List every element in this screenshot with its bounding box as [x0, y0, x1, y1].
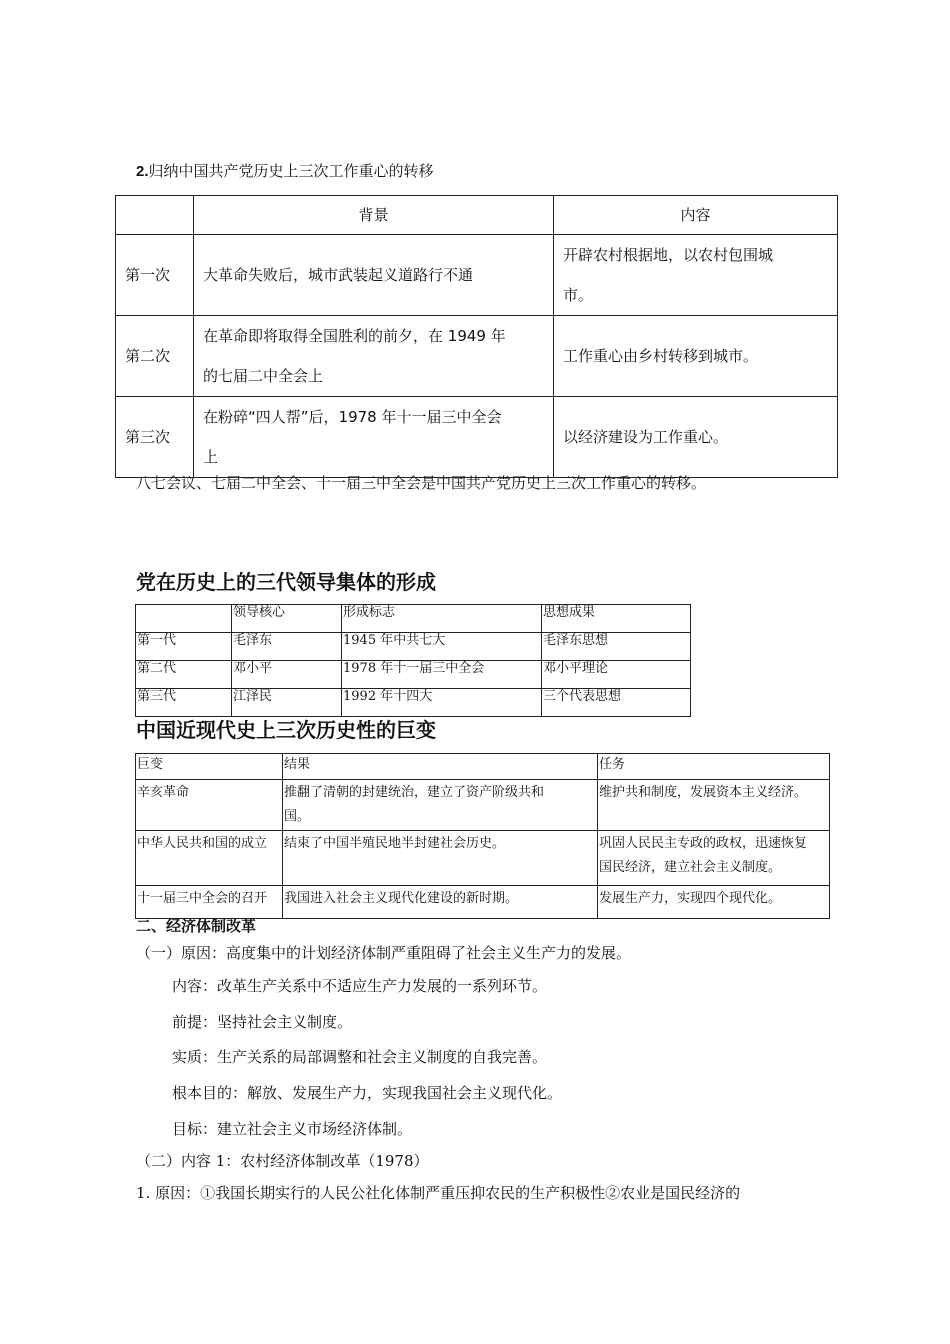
- table-row: [136, 886, 830, 919]
- content-line: 以经济建设为工作重心。: [563, 428, 729, 446]
- section-a-heading: [136, 160, 434, 181]
- background-line: 在革命即将取得全国胜利的前夕，在 1949 年: [203, 327, 506, 345]
- table-row: [136, 661, 691, 689]
- background-cell: [194, 235, 554, 316]
- result-line: 推翻了清朝的封建统治，建立了资产阶级共和: [284, 785, 545, 800]
- reform-reason: （一）原因：高度集中的计划经济体制严重阻碍了社会主义生产力的发展。: [136, 944, 632, 962]
- table-cell: 第二代: [136, 661, 232, 689]
- reform-target: 目标：建立社会主义市场经济体制。: [172, 1120, 413, 1138]
- result-line: 我国进入社会主义现代化建设的新时期。: [284, 891, 519, 906]
- table-header-cell: [116, 196, 194, 235]
- table-cell: 1992 年十四大: [342, 689, 542, 717]
- background-cell: [194, 397, 554, 478]
- table-header-cell: 背景: [194, 196, 554, 235]
- leadership-table: [135, 604, 691, 717]
- background-line: 的七届二中全会上: [203, 367, 324, 385]
- background-line: 上: [203, 448, 219, 466]
- task-line: 维护共和制度，发展资本主义经济。: [599, 785, 808, 800]
- content-line: 市。: [563, 286, 594, 304]
- rural-reform-reason: 1. 原因：①我国长期实行的人民公社化体制严重压抑农民的生产积极性②农业是国民经济的: [136, 1184, 741, 1202]
- section-a-summary: 八七会议、七届二中全会、十一届三中全会是中国共产党历史上三次工作重心的转移。: [136, 474, 707, 492]
- section-d-title: 二、经济体制改革: [136, 917, 257, 935]
- table-cell: 毛泽东思想: [542, 633, 691, 661]
- table-header-row: [116, 196, 838, 235]
- task-line: 发展生产力，实现四个现代化。: [599, 891, 782, 906]
- table-row: [116, 316, 838, 397]
- result-line: 国。: [284, 809, 311, 824]
- background-line: 在粉碎“四人帮”后，1978 年十一届三中全会: [203, 408, 502, 426]
- rural-reform-subtitle: （二）内容 1：农村经济体制改革（1978）: [136, 1152, 429, 1170]
- historic-changes-table: [135, 753, 830, 919]
- section-c-title: 中国近现代史上三次历史性的巨变: [136, 718, 436, 742]
- table-row: [116, 235, 838, 316]
- table-row: [136, 633, 691, 661]
- table-header-cell: 结果: [283, 754, 598, 780]
- row-label: 第二次: [116, 316, 194, 397]
- background-cell: [194, 316, 554, 397]
- content-line: 工作重心由乡村转移到城市。: [563, 347, 759, 365]
- table-header-cell: 思想成果: [542, 605, 691, 633]
- content-cell: [554, 397, 838, 478]
- table-cell: 第一代: [136, 633, 232, 661]
- task-line: 巩固人民民主专政的政权，迅速恢复: [599, 836, 808, 851]
- result-cell: [283, 831, 598, 886]
- result-cell: [283, 780, 598, 831]
- reform-premise: 前提：坚持社会主义制度。: [172, 1013, 353, 1031]
- table-row: [136, 780, 830, 831]
- task-cell: [598, 780, 830, 831]
- table-cell: 邓小平: [232, 661, 342, 689]
- table-cell: 毛泽东: [232, 633, 342, 661]
- table-header-cell: [136, 605, 232, 633]
- table-header-cell: 巨变: [136, 754, 283, 780]
- result-line: 结束了中国半殖民地半封建社会历史。: [284, 836, 506, 851]
- work-focus-table: [115, 195, 838, 478]
- section-a-number: 2.: [136, 163, 149, 180]
- table-header-cell: 领导核心: [232, 605, 342, 633]
- table-header-row: [136, 605, 691, 633]
- row-label: 第三次: [116, 397, 194, 478]
- task-line: 国民经济，建立社会主义制度。: [599, 860, 782, 875]
- section-a-title: 归纳中国共产党历史上三次工作重心的转移: [148, 162, 434, 180]
- table-header-cell: 形成标志: [342, 605, 542, 633]
- event-cell: 辛亥革命: [136, 780, 283, 831]
- table-row: [136, 831, 830, 886]
- table-row: [116, 397, 838, 478]
- content-line: 开辟农村根据地，以农村包围城: [563, 246, 774, 264]
- content-cell: [554, 316, 838, 397]
- result-cell: [283, 886, 598, 919]
- table-row: [136, 689, 691, 717]
- table-header-cell: 任务: [598, 754, 830, 780]
- reform-essence: 实质：生产关系的局部调整和社会主义制度的自我完善。: [172, 1048, 548, 1066]
- reform-fundamental-goal: 根本目的：解放、发展生产力，实现我国社会主义现代化。: [172, 1084, 563, 1102]
- table-cell: 江泽民: [232, 689, 342, 717]
- reform-content: 内容：改革生产关系中不适应生产力发展的一系列环节。: [172, 977, 548, 995]
- row-label: 第一次: [116, 235, 194, 316]
- task-cell: [598, 831, 830, 886]
- table-cell: 1945 年中共七大: [342, 633, 542, 661]
- table-cell: 1978 年十一届三中全会: [342, 661, 542, 689]
- event-cell: 中华人民共和国的成立: [136, 831, 283, 886]
- section-b-title: 党在历史上的三代领导集体的形成: [136, 570, 436, 594]
- table-header-cell: 内容: [554, 196, 838, 235]
- background-line: 大革命失败后，城市武装起义道路行不通: [203, 266, 474, 284]
- table-header-row: [136, 754, 830, 780]
- event-cell: 十一届三中全会的召开: [136, 886, 283, 919]
- table-cell: 邓小平理论: [542, 661, 691, 689]
- table-cell: 第三代: [136, 689, 232, 717]
- task-cell: [598, 886, 830, 919]
- content-cell: [554, 235, 838, 316]
- table-cell: 三个代表思想: [542, 689, 691, 717]
